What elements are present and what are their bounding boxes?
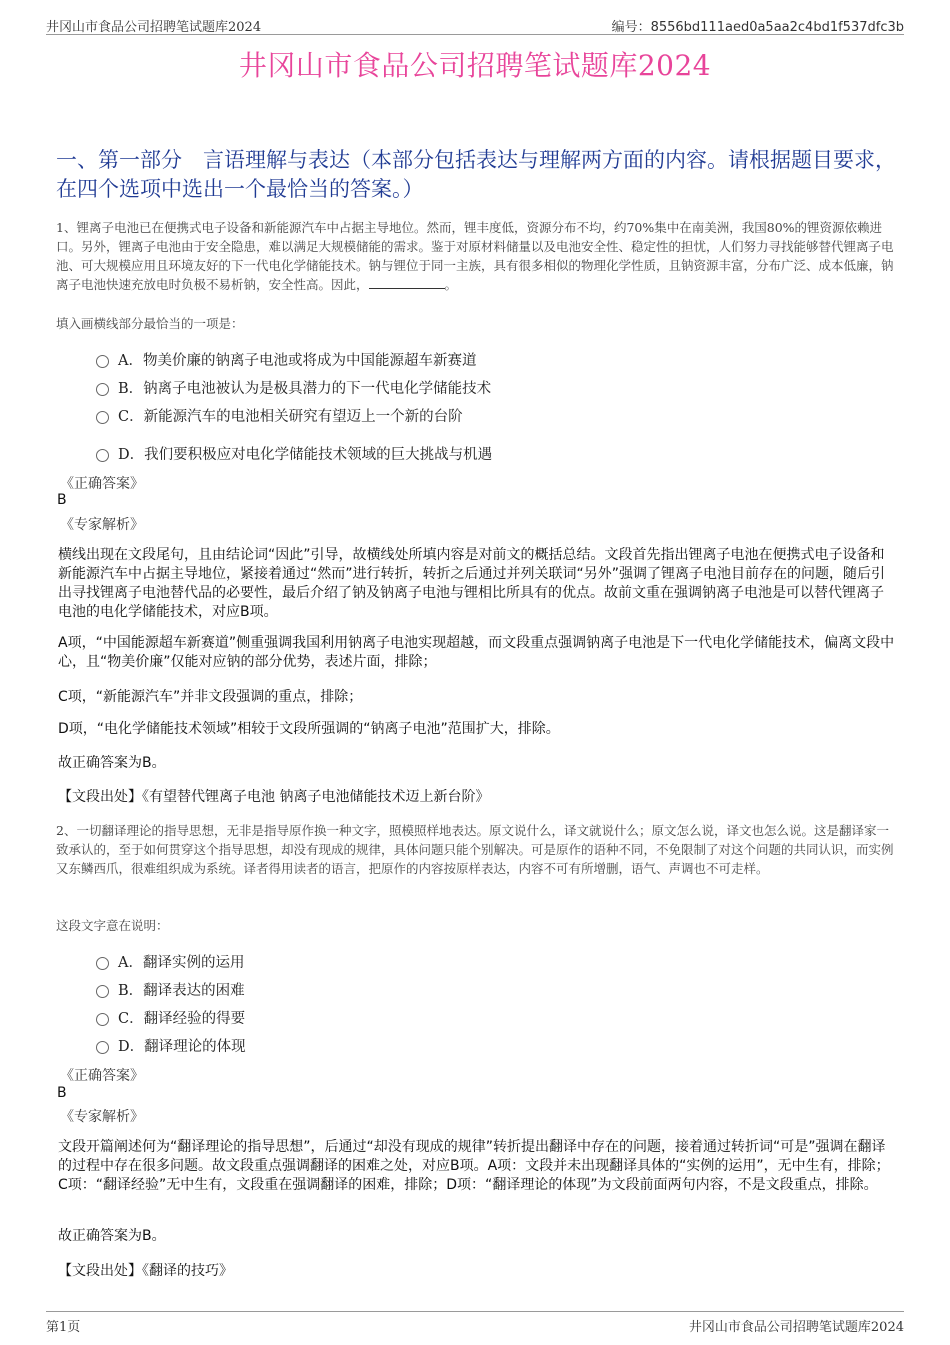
- q1-analysis-para: C项，“新能源汽车”并非文段强调的重点，排除；: [58, 689, 363, 705]
- header-code-label: 编号：: [611, 20, 651, 35]
- q2-source: 【文段出处】《翻译的技巧》: [58, 1263, 233, 1279]
- q1-option-a[interactable]: [96, 349, 476, 370]
- q1-option-b[interactable]: [96, 377, 491, 398]
- q2-option-c[interactable]: [96, 1007, 245, 1028]
- page-header: [46, 14, 904, 35]
- q1-answer: B: [57, 492, 67, 508]
- radio-icon[interactable]: [96, 383, 109, 396]
- option-label: B．钠离子电池被认为是极具潜力的下一代电化学储能技术: [118, 381, 492, 397]
- option-label: A．翻译实例的运用: [118, 955, 245, 971]
- q2-analysis-para: 文段开篇阐述何为“翻译理论的指导思想”，后通过“却没有现成的规律”转折提出翻译中存在的问题，接着通过转折词“可是”强调在翻译的过程中存在很多问题。故文段重点强调翻译的困难之处，对应B项。A项：文段并未出现翻译具体的“实例的运用”，无中生有，排除；C项：“翻译经验”无中生有，文段重在强调翻译的困难，排除；D项：“翻译理论的体现”为文段前面两句内容，不是文段重点，排除。: [58, 1139, 890, 1193]
- option-label: C．翻译经验的得要: [118, 1011, 246, 1027]
- radio-icon[interactable]: [96, 449, 109, 462]
- page-footer: [46, 1311, 904, 1336]
- q1-option-d[interactable]: [96, 443, 492, 464]
- footer-page-number: 第1页: [46, 1320, 81, 1335]
- q1-analysis-para: 横线出现在文段尾句，且由结论词“因此”引导，故横线处所填内容是对前文的概括总结。文段首先指出锂离子电池在便携式电子设备和新能源汽车中占据主导地位，紧接着通过“然而”进行转折，转折之后通过并列关联词“另外”强调了锂离子电池目前存在的问题，随后引出寻找锂离子电池替代品的必要性，最后介绍了钠及钠离子电池与锂相比所具有的优点。故前文重在强调钠离子电池是可以替代锂离子电池的电化学储能技术，对应B项。: [58, 547, 886, 620]
- section-heading: 一、第一部分 言语理解与表达（本部分包括表达与理解两方面的内容。请根据题目要求，在四个选项中选出一个最恰当的答案。）: [56, 148, 896, 201]
- option-label: D．我们要积极应对电化学储能技术领域的巨大挑战与机遇: [118, 447, 493, 463]
- header-doc-title: 井冈山市食品公司招聘笔试题库2024: [46, 20, 262, 35]
- q2-analysis-para: 故正确答案为B。: [58, 1228, 166, 1244]
- radio-icon[interactable]: [96, 411, 109, 424]
- q1-stem-text: 1、锂离子电池已在便携式电子设备和新能源汽车中占据主导地位。然而，锂丰度低，资源分布不均，约70%集中在南美洲，我国80%的锂资源依赖进口。另外，锂离子电池由于安全隐患，难以满足大规模储能的需求。鉴于对原材料储量以及电池安全性、稳定性的担忧，人们努力寻找能够替代锂离子电池、可大规模应用且环境友好的下一代电化学储能技术。钠与锂位于同一主族，具有很多相似的物理化学性质，且钠资源丰富，分布广泛、成本低廉，钠离子电池快速充放电时负极不易析钠，安全性高。因此，: [56, 220, 894, 292]
- q1-source: 【文段出处】《有望替代锂离子电池 钠离子电池储能技术迈上新台阶》: [58, 789, 490, 805]
- option-label: C．新能源汽车的电池相关研究有望迈上一个新的台阶: [118, 409, 463, 425]
- q2-option-a[interactable]: [96, 951, 244, 972]
- q2-option-d[interactable]: [96, 1035, 246, 1056]
- footer-doc-title: 井冈山市食品公司招聘笔试题库2024: [688, 1320, 904, 1335]
- q1-analysis-label: 《专家解析》: [60, 517, 144, 533]
- radio-icon[interactable]: [96, 985, 109, 998]
- q1-blank-line: [369, 276, 445, 289]
- q1-analysis-para: 故正确答案为B。: [58, 755, 166, 771]
- page-title: 井冈山市食品公司招聘笔试题库2024: [238, 49, 712, 82]
- q2-analysis-label: 《专家解析》: [60, 1109, 144, 1125]
- q1-prompt: 填入画横线部分最恰当的一项是：: [56, 316, 244, 331]
- radio-icon[interactable]: [96, 957, 109, 970]
- option-label: D．翻译理论的体现: [118, 1039, 246, 1055]
- q1-stem: [56, 218, 898, 294]
- header-code: [612, 16, 904, 35]
- q1-analysis-para: D项，“电化学储能技术领域”相较于文段所强调的“钠离子电池”范围扩大，排除。: [58, 721, 560, 737]
- q2-answer: B: [57, 1085, 67, 1101]
- option-label: B．翻译表达的困难: [118, 983, 245, 999]
- header-code-value: 8556bd111aed0a5aa2c4bd1f537dfc3b: [650, 20, 904, 35]
- q2-answer-label: 《正确答案》: [60, 1068, 144, 1084]
- q2-prompt: 这段文字意在说明：: [56, 918, 169, 933]
- q2-option-b[interactable]: [96, 979, 245, 1000]
- q1-answer-label: 《正确答案》: [60, 476, 144, 492]
- radio-icon[interactable]: [96, 355, 109, 368]
- option-label: A．物美价廉的钠离子电池或将成为中国能源超车新赛道: [118, 353, 477, 369]
- q2-stem: 2、一切翻译理论的指导思想，无非是指导原作换一种文字，照模照样地表达。原文说什么，译文就说什么；原文怎么说，译文也怎么说。这是翻译家一致承认的，至于如何贯穿这个指导思想，却没有现成的规律，具体问题只能个别解决。可是原作的语种不同，不免限制了对这个问题的共同认识，而实例又东鳞西爪，很难组织成为系统。译者得用读者的语言，把原作的内容按原样表达，内容不可有所增删，语气、声调也不可走样。: [56, 823, 894, 876]
- q1-analysis-para: A项，“中国能源超车新赛道”侧重强调我国利用钠离子电池实现超越，而文段重点强调钠离子电池是下一代电化学储能技术，偏离文段中心，且“物美价廉”仅能对应钠的部分优势，表述片面，排除；: [58, 635, 895, 670]
- radio-icon[interactable]: [96, 1013, 109, 1026]
- q1-stem-end: 。: [444, 277, 458, 292]
- radio-icon[interactable]: [96, 1041, 109, 1054]
- q1-option-c[interactable]: [96, 405, 463, 426]
